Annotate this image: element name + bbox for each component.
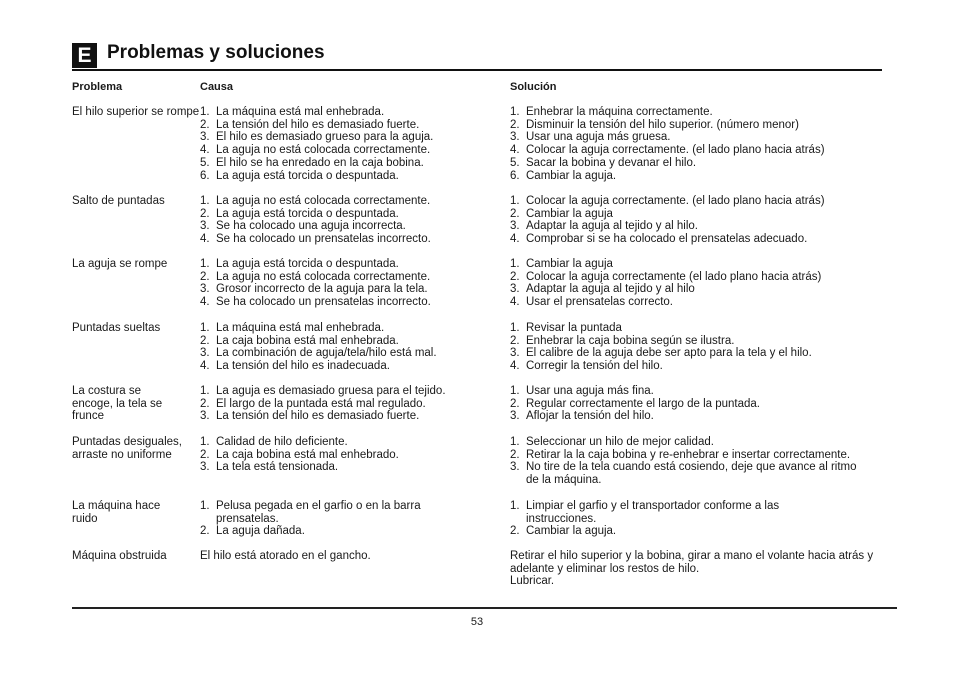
item-number: 2. — [200, 448, 210, 461]
item-text: Limpiar el garfio y el transportador conforme a las instrucciones. — [526, 500, 780, 525]
item-number: 2. — [510, 118, 520, 131]
cause-list — [200, 195, 500, 246]
item-text: Sacar la bobina y devanar el hilo. — [526, 156, 697, 169]
item-text: Pelusa pegada en el garfio o en la barra prensatelas. — [216, 500, 421, 525]
list-item — [200, 410, 500, 423]
item-number: 2. — [200, 397, 210, 410]
item-number: 2. — [200, 334, 210, 347]
list-item — [510, 208, 890, 221]
list-item — [510, 258, 890, 271]
list-item — [200, 157, 500, 170]
list-item — [510, 500, 820, 525]
solution-list — [510, 436, 890, 487]
item-text: Grosor incorrecto de la aguja para la tela. — [216, 283, 428, 296]
list-item — [200, 347, 500, 360]
item-text: Usar el prensatelas correcto. — [526, 296, 674, 309]
item-number: 4. — [510, 233, 520, 246]
item-text: La tensión del hilo es inadecuada. — [216, 360, 390, 373]
list-item — [200, 119, 500, 132]
list-item — [200, 449, 500, 462]
list-item — [200, 360, 500, 373]
item-text: La caja bobina está mal enhebrada. — [216, 334, 399, 347]
item-text: La aguja no está colocada correctamente. — [216, 144, 431, 157]
cause-list — [200, 322, 500, 373]
item-text: Se ha colocado un prensatelas incorrecto. — [216, 233, 431, 246]
list-item — [200, 106, 500, 119]
cause-list — [200, 500, 460, 538]
item-number: 3. — [200, 347, 210, 360]
list-item — [510, 220, 890, 233]
solution-paragraph: Retirar el hilo superior y la bobina, girar a mano el volante hacia atrás y adelante y eliminar los restos de hilo. — [510, 550, 874, 575]
item-number: 3. — [510, 220, 520, 233]
item-number: 1. — [200, 385, 210, 397]
cause-list — [200, 436, 500, 474]
list-item — [510, 436, 890, 449]
item-text: Disminuir la tensión del hilo superior. (número menor) — [526, 118, 799, 131]
solution-list — [510, 500, 820, 538]
item-text: El largo de la puntada está mal regulado. — [216, 397, 426, 410]
list-item — [200, 220, 500, 233]
list-item — [510, 296, 890, 309]
list-item — [510, 449, 890, 462]
item-number: 1. — [510, 258, 520, 270]
item-number: 2. — [510, 525, 520, 538]
item-number: 1. — [200, 500, 210, 512]
solution-list — [510, 195, 890, 246]
item-number: 2. — [200, 270, 210, 283]
item-text: Cambiar la aguja. — [526, 169, 617, 182]
column-header-solution: Solución — [510, 81, 557, 93]
item-text: Colocar la aguja correctamente. (el lado plano hacia atrás) — [526, 144, 825, 157]
item-number: 2. — [510, 207, 520, 220]
problem-label: La aguja se rompe — [72, 258, 168, 270]
list-item — [200, 461, 500, 474]
list-item — [200, 322, 500, 335]
item-text: Aflojar la tensión del hilo. — [526, 410, 654, 423]
list-item — [200, 398, 500, 411]
list-item — [510, 385, 890, 398]
item-number: 2. — [510, 334, 520, 347]
list-item — [510, 360, 890, 373]
item-number: 3. — [200, 461, 210, 474]
item-number: 3. — [200, 220, 210, 233]
item-number: 2. — [510, 448, 520, 461]
item-number: 2. — [510, 397, 520, 410]
item-number: 4. — [200, 233, 210, 246]
list-item — [200, 233, 500, 246]
item-number: 1. — [510, 195, 520, 207]
item-number: 3. — [200, 131, 210, 144]
problem-label: La costura se encoge, la tela se frunce — [72, 385, 163, 423]
list-item — [200, 283, 500, 296]
solution-list — [510, 258, 890, 309]
problem-label: La máquina hace ruido — [72, 500, 161, 525]
item-number: 5. — [200, 156, 210, 169]
item-text: La combinación de aguja/tela/hilo está mal. — [216, 347, 437, 360]
item-number: 1. — [510, 322, 520, 334]
list-item — [510, 347, 890, 360]
solution-text — [510, 550, 880, 588]
list-item — [510, 283, 890, 296]
item-text: Usar una aguja más fina. — [526, 385, 654, 397]
item-number: 3. — [510, 283, 520, 296]
item-number: 4. — [200, 144, 210, 157]
item-number: 2. — [200, 118, 210, 131]
list-item — [200, 436, 500, 449]
list-item — [200, 258, 500, 271]
item-number: 1. — [200, 436, 210, 448]
top-divider — [72, 69, 882, 71]
page-title: Problemas y soluciones — [107, 42, 325, 63]
list-item — [510, 119, 890, 132]
list-item — [510, 410, 890, 423]
list-item — [200, 195, 500, 208]
list-item — [200, 170, 500, 183]
item-text: El calibre de la aguja debe ser apto para la tela y el hilo. — [526, 347, 812, 360]
item-text: Colocar la aguja correctamente. (el lado plano hacia atrás) — [526, 195, 825, 207]
item-number: 2. — [200, 207, 210, 220]
list-item — [510, 461, 866, 486]
item-text: El hilo se ha enredado en la caja bobina. — [216, 156, 424, 169]
item-text: La caja bobina está mal enhebrado. — [216, 448, 399, 461]
item-number: 3. — [200, 283, 210, 296]
list-item — [510, 131, 890, 144]
item-text: Revisar la puntada — [526, 322, 622, 334]
item-number: 4. — [510, 296, 520, 309]
list-item — [510, 195, 890, 208]
column-header-cause: Causa — [200, 81, 234, 93]
language-badge: E — [72, 43, 97, 68]
list-item — [200, 335, 500, 348]
item-number: 4. — [200, 296, 210, 309]
item-text: Corregir la tensión del hilo. — [526, 360, 663, 373]
page-number: 53 — [470, 616, 484, 628]
item-number: 6. — [510, 169, 520, 182]
item-number: 2. — [510, 270, 520, 283]
item-number: 1. — [510, 500, 520, 512]
solution-list — [510, 322, 890, 373]
item-number: 1. — [510, 436, 520, 448]
item-number: 2. — [200, 525, 210, 538]
cause-list — [200, 385, 500, 423]
list-item — [200, 131, 500, 144]
solution-list — [510, 106, 890, 182]
problem-label: Puntadas desiguales, arraste no uniforme — [72, 436, 182, 461]
item-text: La tela está tensionada. — [216, 461, 339, 474]
problem-label: Puntadas sueltas — [72, 322, 161, 334]
problem-label: Salto de puntadas — [72, 195, 165, 207]
item-text: La aguja dañada. — [216, 525, 305, 538]
item-text: Cambiar la aguja — [526, 207, 613, 220]
item-text: Cambiar la aguja — [526, 258, 613, 270]
item-text: Regular correctamente el largo de la puntada. — [526, 397, 760, 410]
item-number: 3. — [510, 131, 520, 144]
item-text: La máquina está mal enhebrada. — [216, 322, 385, 334]
item-text: Retirar la la caja bobina y re-enhebrar e insertar correctamente. — [526, 448, 851, 461]
bottom-divider — [72, 607, 897, 609]
item-text: Adaptar la aguja al tejido y al hilo. — [526, 220, 698, 233]
item-text: La aguja no está colocada correctamente. — [216, 195, 431, 207]
problem-label: Máquina obstruida — [72, 550, 167, 562]
list-item — [510, 525, 820, 538]
item-number: 6. — [200, 169, 210, 182]
item-text: No tire de la tela cuando está cosiendo, deje que avance al ritmo de la máquina. — [526, 461, 857, 487]
list-item — [510, 144, 890, 157]
item-number: 4. — [200, 360, 210, 373]
item-number: 4. — [510, 144, 520, 157]
item-text: Calidad de hilo deficiente. — [216, 436, 348, 448]
item-number: 3. — [510, 347, 520, 360]
item-text: Colocar la aguja correctamente (el lado plano hacia atrás) — [526, 270, 822, 283]
item-text: Enhebrar la máquina correctamente. — [526, 106, 713, 118]
solution-list — [510, 385, 890, 423]
problem-label: El hilo superior se rompe — [72, 106, 200, 118]
item-text: La tensión del hilo es demasiado fuerte. — [216, 410, 420, 423]
item-text: Comprobar si se ha colocado el prensatelas adecuado. — [526, 233, 808, 246]
cause-list — [200, 258, 500, 309]
item-text: Seleccionar un hilo de mejor calidad. — [526, 436, 714, 448]
item-number: 1. — [200, 258, 210, 270]
item-text: Cambiar la aguja. — [526, 525, 617, 538]
list-item — [200, 208, 500, 221]
item-number: 3. — [510, 410, 520, 423]
list-item — [510, 157, 890, 170]
solution-paragraph: Lubricar. — [510, 575, 555, 588]
item-text: La aguja está torcida o despuntada. — [216, 258, 399, 270]
list-item — [200, 271, 500, 284]
list-item — [200, 385, 500, 398]
item-text: Se ha colocado un prensatelas incorrecto. — [216, 296, 431, 309]
item-text: Usar una aguja más gruesa. — [526, 131, 671, 144]
list-item — [510, 271, 890, 284]
cause-text: El hilo está atorado en el gancho. — [200, 550, 371, 562]
item-text: La aguja está torcida o despuntada. — [216, 207, 399, 220]
list-item — [510, 170, 890, 183]
item-text: El hilo es demasiado grueso para la aguja. — [216, 131, 434, 144]
item-text: La aguja no está colocada correctamente. — [216, 270, 431, 283]
item-text: Enhebrar la caja bobina según se ilustra. — [526, 334, 735, 347]
list-item — [200, 144, 500, 157]
list-item — [510, 106, 890, 119]
list-item — [510, 398, 890, 411]
item-number: 1. — [510, 385, 520, 397]
item-text: La tensión del hilo es demasiado fuerte. — [216, 118, 420, 131]
item-text: La aguja es demasiado gruesa para el tejido. — [216, 385, 446, 397]
item-number: 4. — [510, 360, 520, 373]
item-number: 5. — [510, 156, 520, 169]
list-item — [510, 322, 890, 335]
item-number: 1. — [200, 322, 210, 334]
item-number: 1. — [510, 106, 520, 118]
list-item — [510, 335, 890, 348]
list-item — [200, 525, 460, 538]
item-number: 1. — [200, 195, 210, 207]
item-text: Se ha colocado una aguja incorrecta. — [216, 220, 406, 233]
list-item — [510, 233, 890, 246]
item-text: Adaptar la aguja al tejido y al hilo — [526, 283, 695, 296]
item-number: 1. — [200, 106, 210, 118]
list-item — [200, 500, 460, 525]
item-text: La aguja está torcida o despuntada. — [216, 169, 399, 182]
list-item — [200, 296, 500, 309]
item-number: 3. — [200, 410, 210, 423]
item-text: La máquina está mal enhebrada. — [216, 106, 385, 118]
column-header-problem: Problema — [72, 81, 123, 93]
item-number: 3. — [510, 461, 520, 474]
cause-list — [200, 106, 500, 182]
